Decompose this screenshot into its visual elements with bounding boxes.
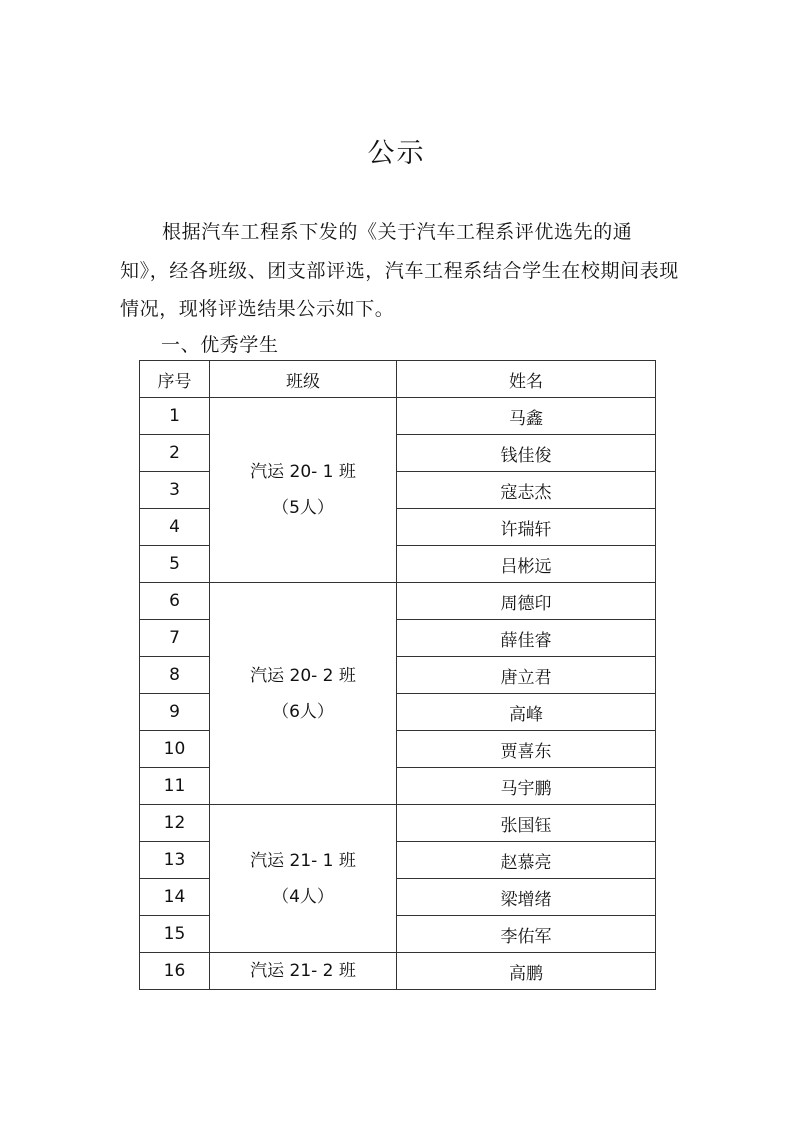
header-name: 姓名 — [397, 361, 656, 398]
student-name-cell: 高峰 — [397, 694, 656, 731]
table-row — [140, 953, 656, 990]
student-name-cell: 赵慕亮 — [397, 842, 656, 879]
table-row — [140, 805, 656, 842]
seq-cell: 12 — [140, 805, 210, 842]
class-name: 汽运 21- 2 班 — [250, 961, 356, 981]
student-name-cell: 周德印 — [397, 583, 656, 620]
table-header — [140, 361, 656, 398]
class-count: （5人） — [272, 498, 334, 518]
seq-cell: 11 — [140, 768, 210, 805]
student-name-cell: 马鑫 — [397, 398, 656, 435]
class-name: 汽运 20- 2 班 — [250, 665, 356, 686]
class-count: （6人） — [272, 701, 334, 722]
seq-cell: 5 — [140, 546, 210, 583]
section-heading: 一、优秀学生 — [161, 334, 279, 356]
student-name-cell: 马宇鹏 — [397, 768, 656, 805]
student-name-cell: 许瑞轩 — [397, 509, 656, 546]
student-name-cell: 薛佳睿 — [397, 620, 656, 657]
class-cell — [210, 398, 397, 583]
seq-cell: 13 — [140, 842, 210, 879]
seq-cell: 1 — [140, 398, 210, 435]
student-name-cell: 梁增绪 — [397, 879, 656, 916]
header-seq: 序号 — [140, 361, 210, 398]
seq-cell: 2 — [140, 435, 210, 472]
student-name-cell: 寇志杰 — [397, 472, 656, 509]
class-count: （4人） — [272, 886, 334, 907]
seq-cell: 9 — [140, 694, 210, 731]
student-name-cell: 李佑军 — [397, 916, 656, 953]
seq-cell: 6 — [140, 583, 210, 620]
table-row — [140, 583, 656, 620]
class-cell — [210, 583, 397, 805]
student-name-cell: 贾喜东 — [397, 731, 656, 768]
class-name: 汽运 20- 1 班 — [250, 462, 356, 482]
table-row — [140, 398, 656, 435]
intro-paragraph: 根据汽车工程系下发的《关于汽车工程系评优选先的通知》，经各班级、团支部评选，汽车工程系结合学生在校期间表现情况，现将评选结果公示如下。 — [120, 221, 679, 320]
student-name-cell: 钱佳俊 — [397, 435, 656, 472]
student-name-cell: 唐立君 — [397, 657, 656, 694]
seq-cell: 8 — [140, 657, 210, 694]
excellent-students-table — [139, 360, 656, 990]
seq-cell: 4 — [140, 509, 210, 546]
class-cell — [210, 953, 397, 990]
header-class: 班级 — [210, 361, 397, 398]
table-body — [140, 398, 656, 990]
seq-cell: 16 — [140, 953, 210, 990]
student-name-cell: 吕彬远 — [397, 546, 656, 583]
student-name-cell: 高鹏 — [397, 953, 656, 990]
seq-cell: 15 — [140, 916, 210, 953]
page-title: 公示 — [367, 138, 426, 169]
seq-cell: 10 — [140, 731, 210, 768]
seq-cell: 3 — [140, 472, 210, 509]
header-row — [140, 361, 656, 398]
seq-cell: 7 — [140, 620, 210, 657]
class-name: 汽运 21- 1 班 — [250, 850, 356, 871]
class-cell — [210, 805, 397, 953]
student-name-cell: 张国钰 — [397, 805, 656, 842]
seq-cell: 14 — [140, 879, 210, 916]
